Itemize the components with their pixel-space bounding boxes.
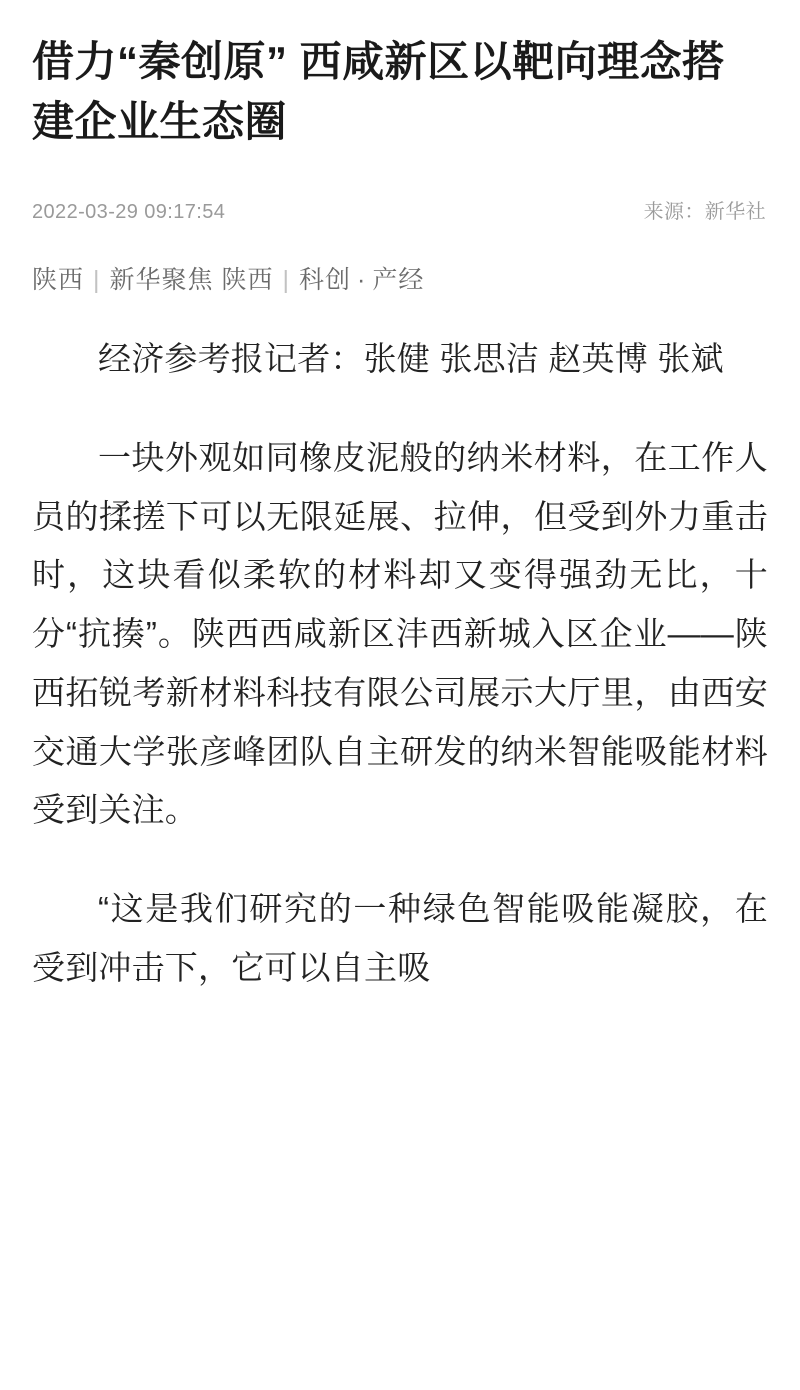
- article-tag-list: [30, 260, 770, 296]
- article-meta: [30, 195, 770, 224]
- tag-divider-icon: |: [282, 266, 290, 295]
- article-paragraph: 一块外观如同橡皮泥般的纳米材料，在工作人员的揉搓下可以无限延展、拉伸，但受到外力重击时，这块看似柔软的材料却又变得强劲无比，十分“抗揍”。陕西西咸新区沣西新城入区企业——陕西拓锐考新材料科技有限公司展示大厅里，由西安交通大学张彦峰团队自主研发的纳米智能吸能材料受到关注。: [32, 438, 768, 829]
- article-source: [644, 195, 766, 224]
- article-paragraph: “这是我们研究的一种绿色智能吸能凝胶，在受到冲击下，它可以自主吸: [32, 890, 768, 986]
- publish-timestamp: 2022-03-29 09:17:54: [32, 201, 226, 224]
- tag-divider-icon: |: [93, 266, 101, 295]
- page-title: 借力“秦创原” 西咸新区以靶向理念搭建企业生态圈: [32, 38, 725, 145]
- article-tag-shaanxi[interactable]: 陕西: [32, 266, 85, 295]
- source-name: 新华社: [704, 201, 766, 224]
- article-tag-industry[interactable]: 产经: [372, 266, 425, 295]
- article-tag-focus-shaanxi[interactable]: 新华聚焦 陕西: [109, 266, 274, 295]
- article-byline: 经济参考报记者：张健 张思洁 赵英博 张斌: [98, 340, 724, 378]
- tag-dot-icon: ·: [356, 266, 367, 295]
- article-body: [30, 330, 770, 997]
- source-label: 来源：: [643, 201, 705, 224]
- article-tag-tech[interactable]: 科创: [298, 266, 351, 295]
